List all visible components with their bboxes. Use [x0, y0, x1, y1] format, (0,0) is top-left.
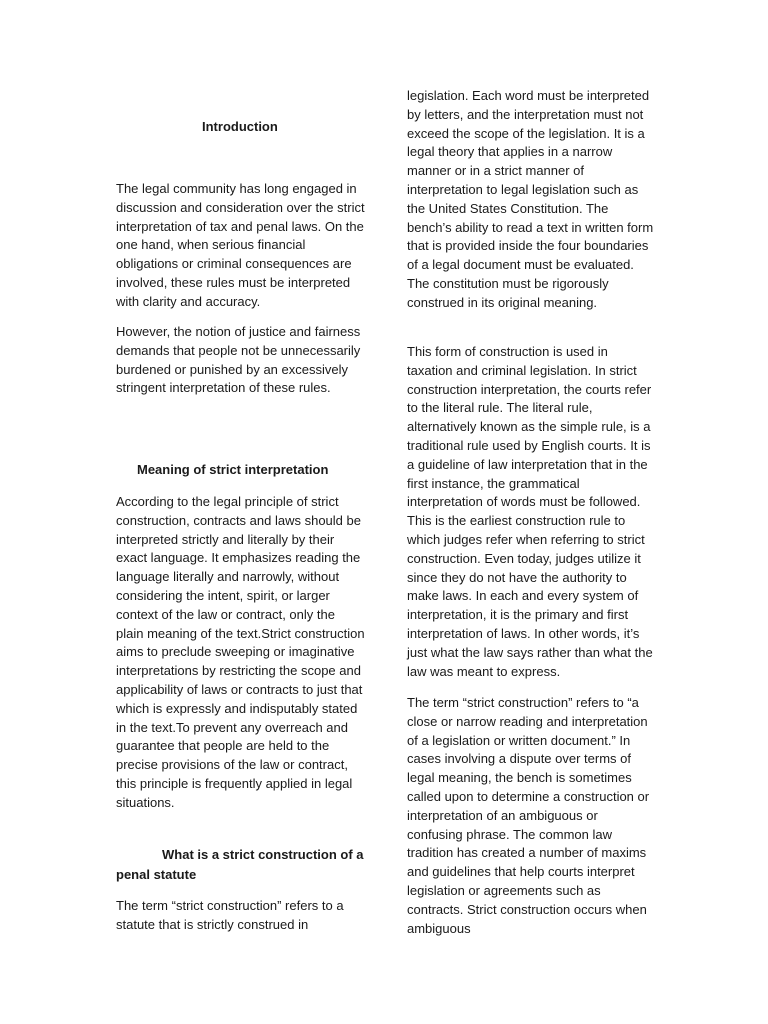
intro-paragraph-2: However, the notion of justice and fairness demands that people not be unnecessarily burdened or punished by an excessively stringent interpretation of these rules. — [116, 324, 361, 396]
meaning-heading: Meaning of strict interpretation — [137, 462, 329, 477]
penal-paragraph: The term “strict construction” refers to a statute that is strictly construed in — [116, 898, 344, 932]
right-paragraph-1: legislation. Each word must be interpreted by letters, and the interpretation must not exceed the scope of the legislation. It is a legal theory that applies in a narrow manner or in a strict manner of interpretation to legal legislation such as the United States Constitution. The bench’s ability to read a text in written form that is provided inside the four boundaries of a legal document must be evaluated. The constitution must be rigorously construed in its original meaning. — [407, 88, 654, 310]
right-paragraph-3: The term “strict construction” refers to “a close or narrow reading and interpretation of a legislation or written document.” In cases involving a dispute over terms of legal meaning, the bench is sometimes called upon to determine a construction or interpretation of an ambiguous or confusing phrase. The common law tradition has created a number of maxims and guidelines that help courts interpret legislation or agreements such as contracts. Strict construction occurs when ambiguous — [407, 695, 650, 936]
meaning-paragraph: According to the legal principle of strict construction, contracts and laws should be interpreted strictly and literally by their exact language. It emphasizes reading the language literally and narrowly, without considering the intent, spirit, or larger context of the law or contract, only the plain meaning of the text.Strict construction aims to preclude sweeping or imaginative interpretations by restricting the scope and applicability of laws or contracts to just that which is expressly and indisputably stated in the text.To prevent any overreach and guarantee that people are held to the precise provisions of the law or contract, this principle is frequently applied in legal situations. — [116, 494, 365, 810]
right-paragraph-2: This form of construction is used in taxation and criminal legislation. In strict construction interpretation, the courts refer to the literal rule. The literal rule, alternatively known as the simple rule, is a traditional rule used by English courts. It is a guideline of law interpretation that in the first instance, the grammatical interpretation of words must be followed. This is the earliest construction rule to which judges refer when referring to strict construction. Even today, judges utilize it since they do not have the authority to make laws. In each and every system of interpretation, it is the primary and first interpretation of laws. In other words, it’s just what the law says rather than what the law was meant to express. — [407, 344, 653, 679]
intro-paragraph-1: The legal community has long engaged in discussion and consideration over the strict interpretation of tax and penal laws. On the one hand, when serious financial obligations or criminal consequences are involved, these rules must be interpreted with clarity and accuracy. — [116, 181, 365, 309]
penal-heading: What is a strict construction of a penal statute — [116, 847, 364, 882]
intro-heading: Introduction — [202, 119, 278, 134]
